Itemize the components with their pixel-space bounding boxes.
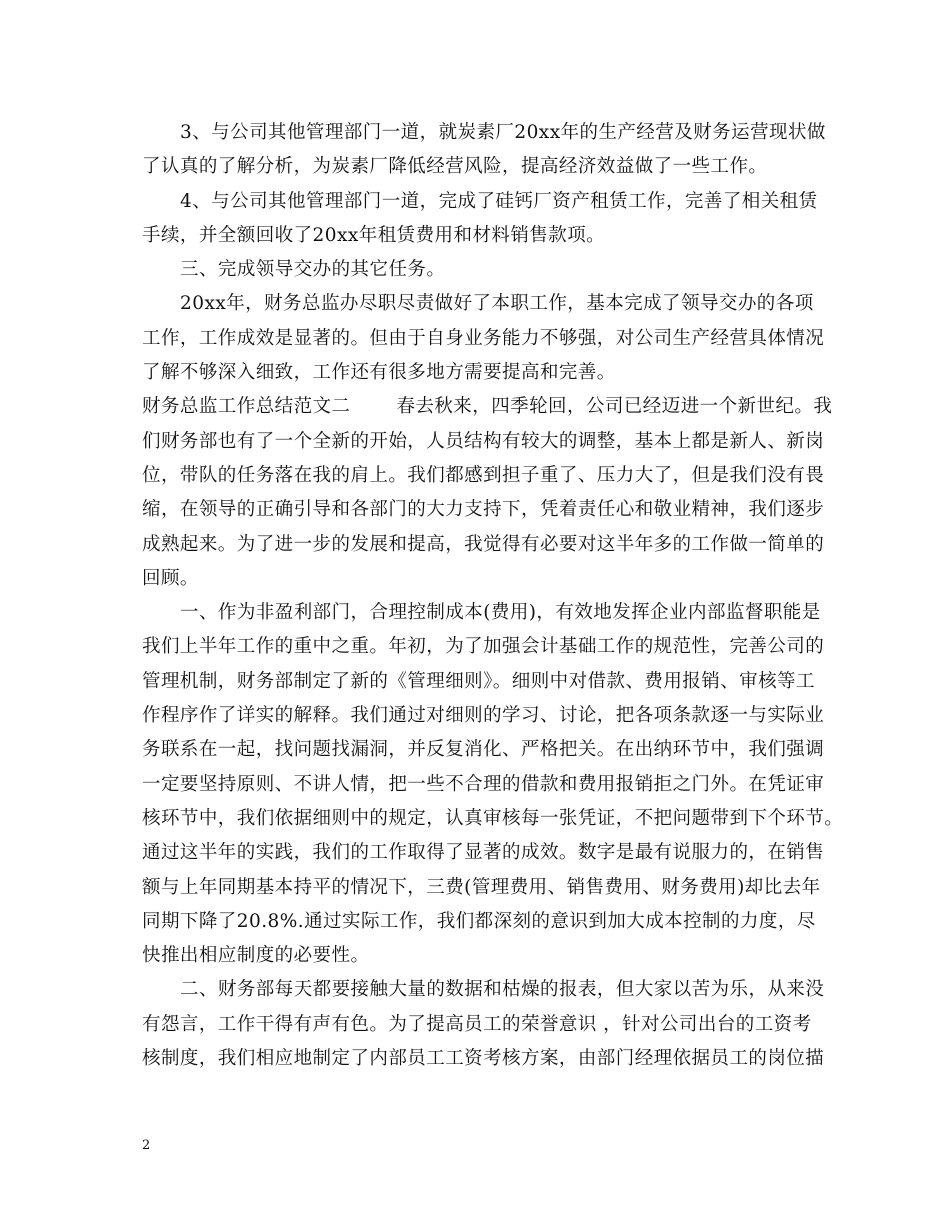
text-line: 通过这半年的实践，我们的工作取得了显著的成效。数字是最有说服力的，在销售 bbox=[142, 842, 825, 864]
text-line: 我们上半年工作的重中之重。年初，为了加强会计基础工作的规范性，完善公司的 bbox=[142, 636, 825, 658]
text-line: 4、与公司其他管理部门一道，完成了硅钙厂资产租赁工作，完善了相关租赁 bbox=[180, 190, 818, 212]
text-line: 20xx年，财务总监办尽职尽责做好了本职工作，基本完成了领导交办的各项 bbox=[180, 293, 814, 315]
text-line: 管理机制，财务部制定了新的《管理细则》。细则中对借款、费用报销、审核等工 bbox=[142, 670, 815, 692]
text-line: 二、财务部每天都要接触大量的数据和枯燥的报表，但大家以苦为乐，从来没 bbox=[180, 979, 825, 1001]
text-line: 回顾。 bbox=[142, 567, 199, 589]
text-line: 核制度，我们相应地制定了内部员工工资考核方案，由部门经理依据员工的岗位描 bbox=[142, 1048, 825, 1070]
page-number: 2 bbox=[142, 1138, 151, 1153]
text-line: 成熟起来。为了进一步的发展和提高，我觉得有必要对这半年多的工作做一简单的 bbox=[142, 533, 825, 555]
text-line: 了解不够深入细致，工作还有很多地方需要提高和完善。 bbox=[142, 362, 616, 384]
text-line: 务联系在一起，找问题找漏洞，并反复消化、严格把关。在出纳环节中，我们强调 bbox=[142, 739, 825, 761]
text-line: 作程序作了详实的解释。我们通过对细则的学习、讨论，把各项条款逐一与实际业 bbox=[142, 705, 825, 727]
article-title: 财务总监工作总结范文二 bbox=[142, 396, 351, 418]
text-line: 工作，工作成效是显著的。但由于自身业务能力不够强，对公司生产经营具体情况 bbox=[142, 327, 825, 349]
text-line: 一定要坚持原则、不讲人情，把一些不合理的借款和费用报销拒之门外。在凭证审 bbox=[142, 773, 825, 795]
text-line: 手续，并全额回收了20xx年租赁费用和材料销售款项。 bbox=[142, 224, 606, 246]
document-body bbox=[142, 116, 844, 1076]
text-line: 了认真的了解分析，为炭素厂降低经营风险，提高经济效益做了一些工作。 bbox=[142, 156, 768, 178]
article-title-line bbox=[142, 390, 833, 424]
text-line: 同期下降了20.8%.通过实际工作，我们都深刻的意识到加大成本控制的力度，尽 bbox=[142, 910, 816, 932]
text-line: 快推出相应制度的必要性。 bbox=[142, 945, 370, 967]
text-line: 缩，在领导的正确引导和各部门的大力支持下，凭着责任心和敬业精神，我们逐步 bbox=[142, 499, 825, 521]
paragraph-start: 春去秋来，四季轮回，公司已经迈进一个新世纪。我 bbox=[396, 396, 833, 418]
text-line: 额与上年同期基本持平的情况下，三费(管理费用、销售费用、财务费用)却比去年 bbox=[142, 876, 821, 898]
text-line: 核环节中，我们依据细则中的规定，认真审核每一张凭证，不把问题带到下个环节。 bbox=[142, 807, 844, 829]
text-line: 3、与公司其他管理部门一道，就炭素厂20xx年的生产经营及财务运营现状做 bbox=[180, 122, 826, 143]
text-line: 位，带队的任务落在我的肩上。我们都感到担子重了、压力大了，但是我们没有畏 bbox=[142, 464, 825, 486]
text-line: 有怨言，工作干得有声有色。为了提高员工的荣誉意识 ，针对公司出台的工资考 bbox=[142, 1013, 812, 1035]
section-heading: 三、完成领导交办的其它任务。 bbox=[180, 259, 446, 281]
text-line: 们财务部也有了一个全新的开始，人员结构有较大的调整，基本上都是新人、新岗 bbox=[142, 430, 825, 452]
text-line: 一、作为非盈利部门，合理控制成本(费用)，有效地发挥企业内部监督职能是 bbox=[180, 602, 821, 624]
